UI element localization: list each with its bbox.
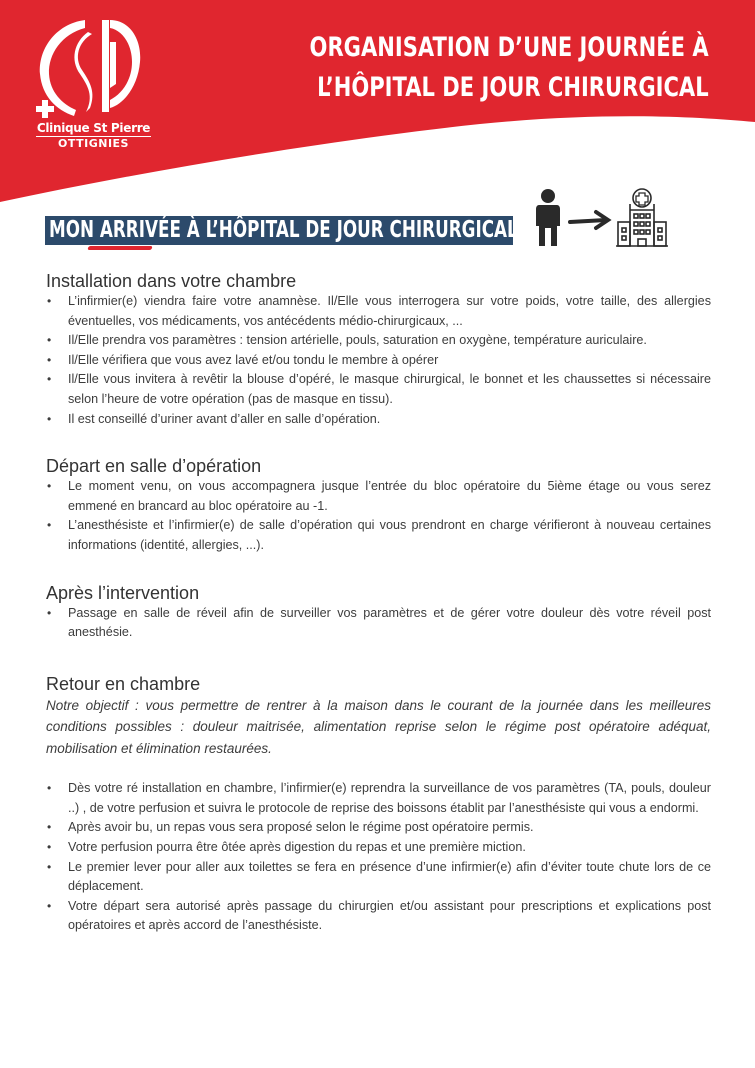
hospital-icon bbox=[616, 189, 668, 246]
list-item: • Passage en salle de réveil afin de surveiller vos paramètres et de gérer votre douleur dès votre réveil post anesthésie. bbox=[46, 604, 711, 643]
section-depart bbox=[46, 455, 711, 555]
list-item: • Il/Elle vous invitera à revêtir la blouse d’opéré, le masque chirurgical, le bonnet et les chaussettes si nécessaire selon l’heure de votre opération (pas de masque en tissu). bbox=[46, 370, 711, 409]
section-retour bbox=[46, 673, 711, 936]
clinic-name: Clinique St Pierre bbox=[36, 121, 151, 135]
section-heading: Après l’intervention bbox=[46, 582, 200, 603]
red-brush-underline-tail bbox=[120, 247, 150, 249]
section-heading: Départ en salle d’opération bbox=[46, 456, 262, 477]
clinic-city: OTTIGNIES bbox=[58, 137, 129, 150]
bullet-list bbox=[46, 292, 711, 429]
logo-p-stem bbox=[102, 20, 109, 112]
list-item: • L’infirmier(e) viendra faire votre anamnèse. Il/Elle vous interrogera sur votre poids, votre taille, des allergies éventuelles, vos médicaments, vos antécédents médio-chirurgicaux, ... bbox=[46, 292, 711, 331]
list-item: • Votre perfusion pourra être ôtée après digestion du repas et une première miction. bbox=[46, 838, 711, 858]
logo-s-shape bbox=[74, 32, 92, 112]
list-item: • Dès votre ré installation en chambre, l’infirmier(e) reprendra la surveillance de vos paramètres (TA, pouls, douleur ..) , de votre perfusion et suivra le protocole de reprise des boissons établit par l’anesthésiste qui vous a endormi. bbox=[46, 779, 711, 818]
section-heading: Retour en chambre bbox=[46, 673, 201, 694]
page-title-line-1: ORGANISATION D’UNE JOURNÉE À bbox=[309, 32, 709, 63]
person-icon bbox=[536, 189, 560, 246]
section-intro: Notre objectif : vous permettre de rentrer à la maison dans le courant de la journée dans les meilleures conditions possibles : douleur maitrisée, alimentation reprise selon le régime post opératoire adéquat, mobilisation et élimination restaurées. bbox=[46, 697, 711, 756]
bullet-list bbox=[46, 604, 711, 643]
bullet-list bbox=[46, 477, 711, 555]
bullet-list bbox=[46, 779, 711, 936]
section-apres bbox=[46, 582, 711, 643]
list-item: • Le premier lever pour aller aux toilettes se fera en présence d’une infirmier(e) afin d’éviter toute chute lors de ce déplacement. bbox=[46, 858, 711, 897]
arrow-right-icon bbox=[570, 212, 608, 228]
page-title bbox=[310, 28, 709, 108]
list-item: • L’anesthésiste et l’infirmier(e) de salle d’opération qui vous prendront en charge vérifieront à nouveau certaines informations (identité, allergies, ...). bbox=[46, 516, 711, 555]
arrival-icons bbox=[530, 186, 690, 250]
list-item: • Votre départ sera autorisé après passage du chirurgien et/ou assistant pour prescriptions et explications post opératoires et après accord de l’anesthésiste. bbox=[46, 897, 711, 936]
section-banner-title: MON ARRIVÉE À L’HÔPITAL DE JOUR CHIRURGICAL bbox=[49, 217, 518, 243]
list-item: • Il est conseillé d’uriner avant d’aller en salle d’opération. bbox=[46, 410, 711, 430]
page-title-line-2: L’HÔPITAL DE JOUR CHIRURGICAL bbox=[317, 72, 709, 103]
list-item: • Il/Elle prendra vos paramètres : tension artérielle, pouls, saturation en oxygène, température auriculaire. bbox=[46, 331, 711, 351]
page-content bbox=[46, 270, 711, 952]
list-item: • Il/Elle vérifiera que vous avez lavé et/ou tondu le membre à opérer bbox=[46, 351, 711, 371]
medical-cross-icon bbox=[36, 100, 54, 118]
list-item: • Le moment venu, on vous accompagnera jusque l’entrée du bloc opératoire du 5ième étage ou vous serez emmené en brancard au bloc opératoire au -1. bbox=[46, 477, 711, 516]
list-item: • Après avoir bu, un repas vous sera proposé selon le régime post opératoire permis. bbox=[46, 818, 711, 838]
section-heading: Installation dans votre chambre bbox=[46, 271, 297, 291]
section-installation bbox=[46, 270, 711, 429]
